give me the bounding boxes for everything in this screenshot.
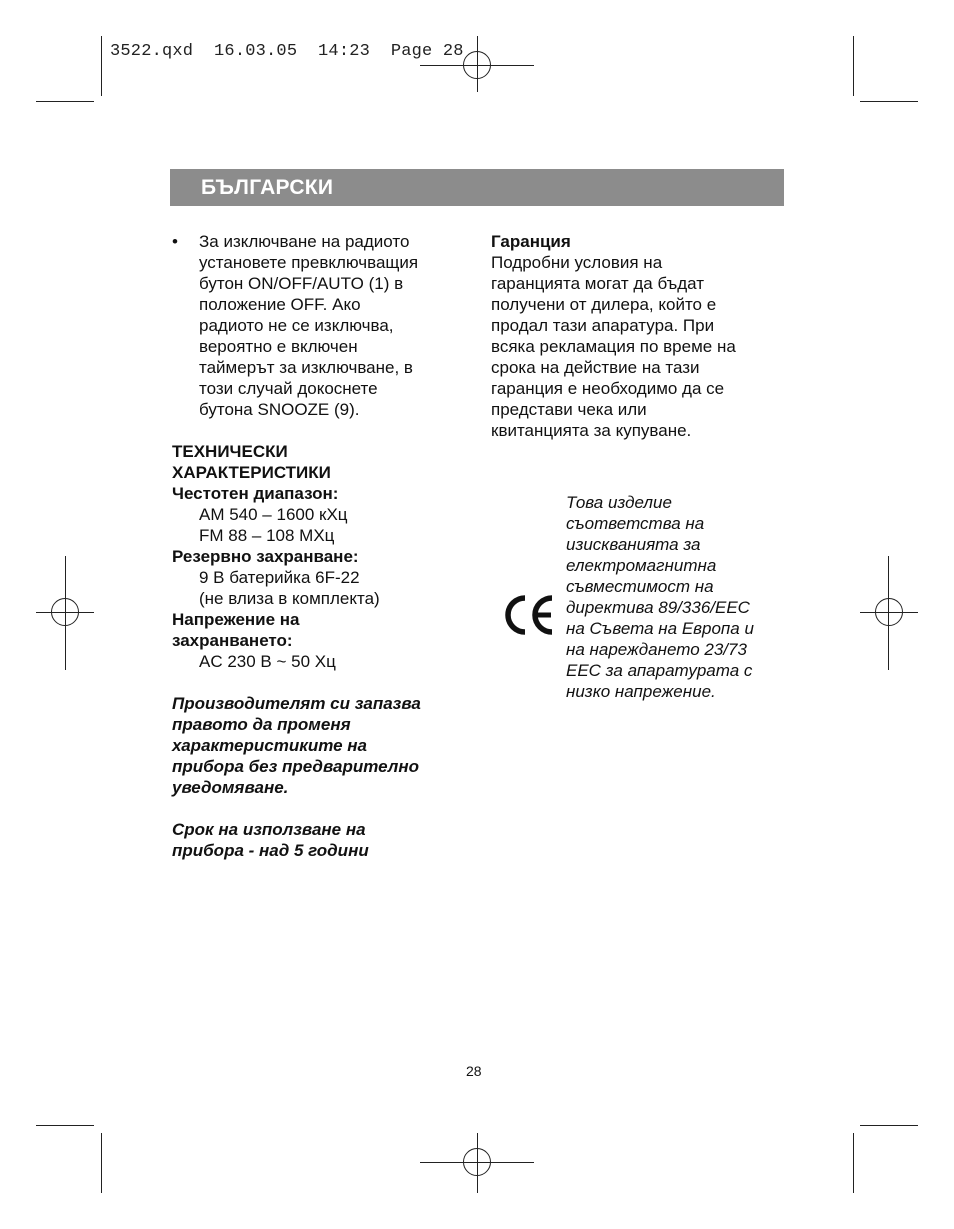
frequency-fm: FM 88 – 108 MХц [199, 526, 335, 545]
lifetime-line: прибора - над 5 години [172, 841, 369, 860]
ce-line: електромагнитна [566, 556, 717, 575]
spacer [172, 672, 472, 693]
bullet-line: радиото не се изключва, [199, 316, 394, 335]
page-title: БЪЛГАРСКИ [201, 176, 334, 199]
warranty-heading: Гаранция [491, 232, 571, 251]
warranty-line: получени от дилера, който е [491, 295, 717, 314]
page-number: 28 [466, 1063, 482, 1079]
bullet-line: този случай докоснете [199, 379, 378, 398]
voltage-label: захранването: [172, 631, 293, 650]
spacer [172, 420, 472, 441]
bullet-item [172, 231, 472, 420]
ce-line: директива 89/336/EEC [566, 598, 750, 617]
frequency-label: Честотен диапазон: [172, 484, 339, 503]
ce-line: EEC за апаратурата с [566, 661, 753, 680]
crop-mark-icon [101, 36, 102, 96]
crop-mark-icon [853, 36, 854, 96]
warranty-line: гаранцията могат да бъдат [491, 274, 705, 293]
right-column [491, 231, 791, 441]
specs-section [172, 441, 472, 672]
bullet-line: бутона SNOOZE (9). [199, 400, 360, 419]
ce-line: изискванията за [566, 535, 701, 554]
backup-power-note: (не влиза в комплекта) [199, 589, 380, 608]
ce-line: низко напрежение. [566, 682, 716, 701]
ce-line: съвместимост на [566, 577, 714, 596]
voltage-label: Напрежение на [172, 610, 300, 629]
ce-compliance-text [566, 492, 796, 702]
crop-mark-icon [36, 101, 94, 102]
warranty-line: квитанцията за купуване. [491, 421, 692, 440]
crop-mark-icon [36, 1125, 94, 1126]
warranty-line: представи чека или [491, 400, 647, 419]
bullet-line: положение OFF. Ако [199, 295, 361, 314]
spacer [172, 798, 472, 819]
lifetime-line: Срок на използване на [172, 820, 366, 839]
crop-mark-icon [853, 1133, 854, 1193]
lifetime-notice [172, 819, 472, 861]
notice-line: характеристиките на [172, 736, 368, 755]
language-banner [170, 169, 784, 206]
frequency-am: AM 540 – 1600 кХц [199, 505, 348, 524]
specs-heading: ХАРАКТЕРИСТИКИ [172, 463, 331, 482]
slug-line: 3522.qxd 16.03.05 14:23 Page 28 [110, 42, 464, 61]
bullet-line: установете превключващия [199, 253, 419, 272]
voltage-value: AC 230 В ~ 50 Хц [199, 652, 336, 671]
ce-line: на Съвета на Европа и [566, 619, 754, 638]
warranty-line: срока на действие на тази [491, 358, 700, 377]
crop-mark-icon [860, 101, 918, 102]
backup-power-label: Резервно захранване: [172, 547, 359, 566]
warranty-line: всяка рекламация по време на [491, 337, 736, 356]
warranty-line: продал тази апаратура. При [491, 316, 715, 335]
notice-line: Производителят си запазва [172, 694, 421, 713]
warranty-line: Подробни условия на [491, 253, 663, 272]
bullet-line: бутон ON/OFF/AUTO (1) в [199, 274, 404, 293]
ce-line: съответства на [566, 514, 705, 533]
crop-mark-icon [860, 1125, 918, 1126]
notice-line: уведомяване. [172, 778, 289, 797]
warranty-line: гаранция е необходимо да се [491, 379, 725, 398]
left-column [172, 231, 472, 861]
manufacturer-notice [172, 693, 472, 798]
notice-line: прибора без предварително [172, 757, 419, 776]
notice-line: правото да променя [172, 715, 351, 734]
crop-mark-icon [101, 1133, 102, 1193]
backup-power-value: 9 В батерийка 6F-22 [199, 568, 360, 587]
specs-heading: ТЕХНИЧЕСКИ [172, 442, 288, 461]
ce-line: Това изделие [566, 493, 672, 512]
bullet-line: За изключване на радиото [199, 232, 410, 251]
bullet-icon: • [172, 232, 178, 251]
ce-line: на нареждането 23/73 [566, 640, 747, 659]
ce-mark-icon [501, 592, 557, 638]
bullet-line: вероятно е включен [199, 337, 358, 356]
bullet-line: таймерът за изключване, в [199, 358, 413, 377]
